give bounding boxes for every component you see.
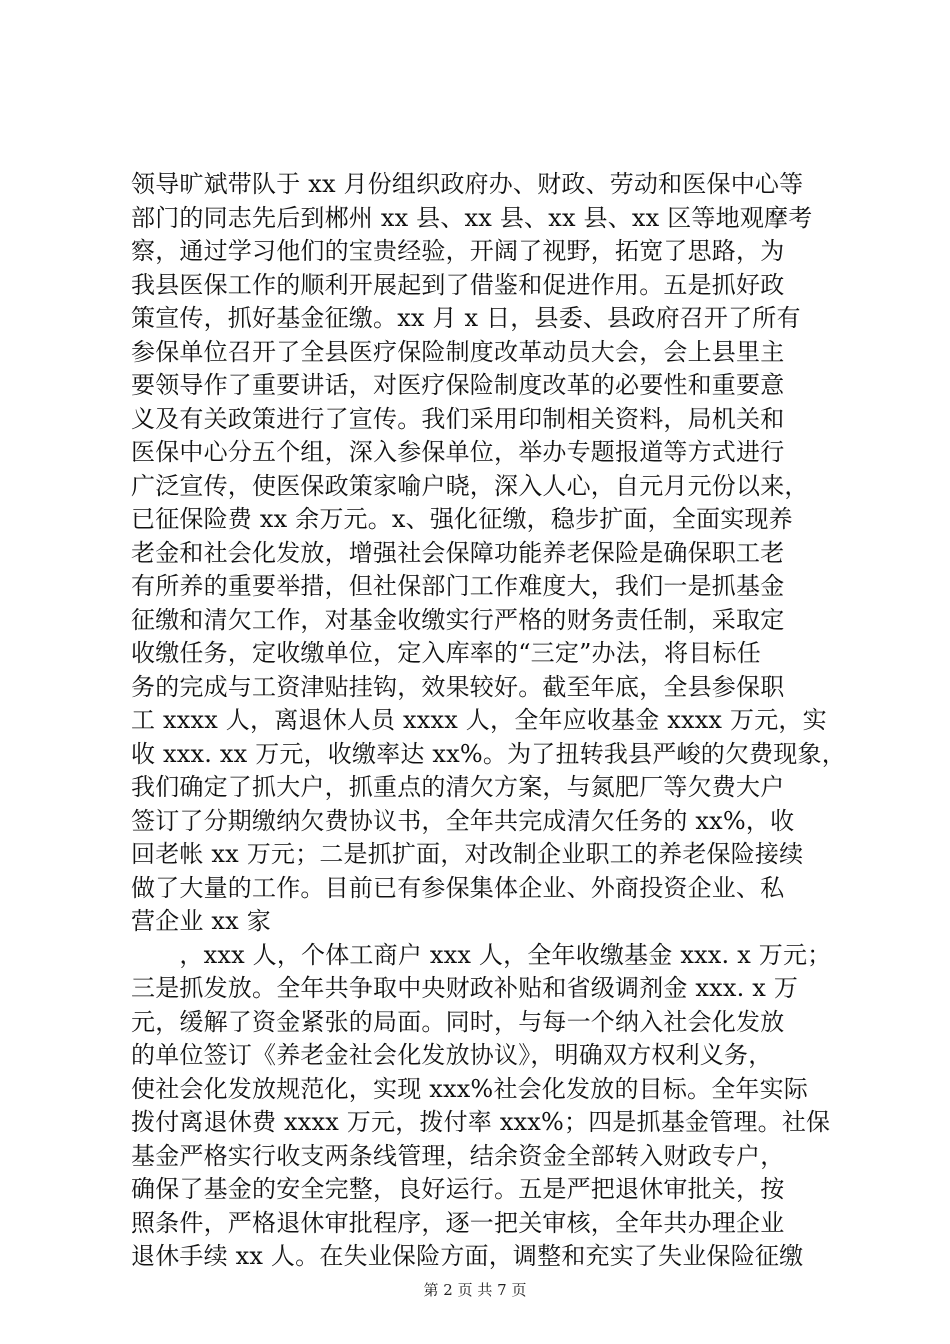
text-line: 察，通过学习他们的宝贵经验，开阔了视野，拓宽了思路，为 bbox=[131, 237, 785, 265]
text-line: 广泛宣传，使医保政策家喻户晓，深入人心，自元月元份以来， bbox=[131, 471, 809, 500]
text-line: 基金严格实行收支两条线管理，结余资金全部转入财政专户， bbox=[131, 1141, 785, 1170]
page-footer bbox=[0, 1280, 950, 1300]
text-line: 老金和社会化发放，增强社会保障功能养老保险是确保职工老 bbox=[131, 538, 785, 567]
text-line: 已征保险费 xx 余万元。x、强化征缴，稳步扩面，全面实现养 bbox=[131, 505, 793, 533]
text-line: 义及有关政策进行了宣传。我们采用印制相关资料，局机关和 bbox=[131, 404, 785, 433]
text-line: 工 xxxx 人，离退休人员 xxxx 人，全年应收基金 xxxx 万元，实 bbox=[131, 706, 827, 734]
text-line: 使社会化发放规范化，实现 xxx%社会化发放的目标。全年实际 bbox=[131, 1074, 809, 1103]
text-line: 我们确定了抓大户，抓重点的清欠方案，与氮肥厂等欠费大户 bbox=[131, 773, 785, 801]
text-line: 拨付离退休费 xxxx 万元，拨付率 xxx%；四是抓基金管理。社保 bbox=[131, 1108, 831, 1136]
text-line: 营企业 xx 家 bbox=[131, 907, 271, 935]
text-line: ，xxx 人，个体工商户 xxx 人，全年收缴基金 xxx. x 万元； bbox=[131, 940, 832, 969]
text-line: 领导旷斌带队于 xx 月份组织政府办、财政、劳动和医保中心等 bbox=[131, 170, 804, 198]
text-line: 策宣传，抓好基金征缴。xx 月 x 日，县委、县政府召开了所有 bbox=[131, 304, 801, 332]
text-line: 元，缓解了资金紧张的局面。同时，与每一个纳入社会化发放 bbox=[131, 1007, 785, 1036]
text-line: 征缴和清欠工作，对基金收缴实行严格的财务责任制，采取定 bbox=[131, 605, 785, 634]
page-number-label: 第 2 页 共 7 页 bbox=[423, 1281, 527, 1299]
text-line: 我县医保工作的顺利开展起到了借鉴和促进作用。五是抓好政 bbox=[131, 270, 785, 299]
text-line: 有所养的重要举措，但社保部门工作难度大，我们一是抓基金 bbox=[131, 572, 785, 600]
text-line: 确保了基金的安全完整，良好运行。五是严把退休审批关，按 bbox=[131, 1175, 785, 1203]
text-line: 回老帐 xx 万元；二是抓扩面，对改制企业职工的养老保险接续 bbox=[131, 840, 804, 868]
text-line: 医保中心分五个组，深入参保单位，举办专题报道等方式进行 bbox=[131, 438, 785, 466]
text-line: 的单位签订《养老金社会化发放协议》，明确双方权利义务， bbox=[131, 1041, 773, 1069]
text-line: 退休手续 xx 人。在失业保险方面，调整和充实了失业保险征缴 bbox=[131, 1242, 804, 1270]
text-line: 收 xxx. xx 万元，收缴率达 xx%。为了扭转我县严峻的欠费现象， bbox=[131, 739, 846, 768]
text-line: 务的完成与工资津贴挂钩，效果较好。截至年底，全县参保职 bbox=[131, 672, 785, 701]
text-line: 三是抓发放。全年共争取中央财政补贴和省级调剂金 xxx. x 万 bbox=[131, 974, 799, 1002]
text-line: 做了大量的工作。目前已有参保集体企业、外商投资企业、私 bbox=[131, 873, 785, 902]
text-line: 签订了分期缴纳欠费协议书，全年共完成清欠任务的 xx%，收 bbox=[131, 806, 795, 835]
body-text bbox=[131, 168, 851, 1274]
text-line: 部门的同志先后到郴州 xx 县、xx 县、xx 县、xx 区等地观摩考 bbox=[131, 203, 813, 232]
text-line: 参保单位召开了全县医疗保险制度改革动员大会，会上县里主 bbox=[131, 337, 785, 366]
text-line: 收缴任务，定收缴单位，定入库率的“三定”办法，将目标任 bbox=[131, 639, 761, 667]
text-line: 要领导作了重要讲话，对医疗保险制度改革的必要性和重要意 bbox=[131, 371, 785, 399]
text-line: 照条件，严格退休审批程序，逐一把关审核，全年共办理企业 bbox=[131, 1208, 785, 1237]
